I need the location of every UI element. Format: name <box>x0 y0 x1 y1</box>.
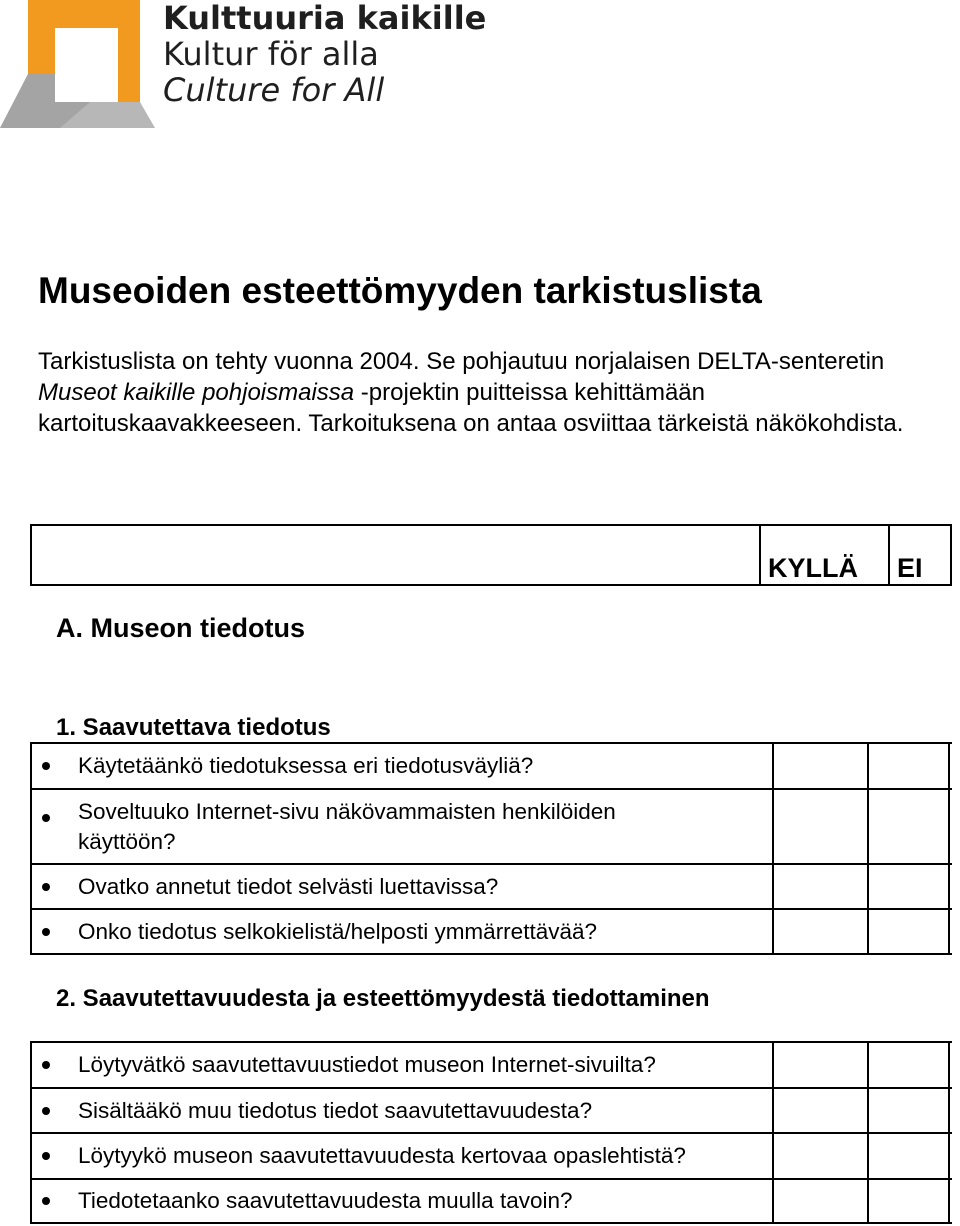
bullet-icon <box>42 1197 50 1205</box>
bullet-icon <box>42 1107 50 1115</box>
question-text <box>78 797 616 857</box>
bullet-icon <box>42 762 50 770</box>
question-text: Löytyvätkö saavutettavuustiedot museon Internet-sivuilta? <box>78 1052 656 1077</box>
question-cell <box>32 1043 772 1087</box>
question-text-line: Soveltuuko Internet-sivu näkövammaisten henkilöiden <box>78 798 616 824</box>
question-text: Sisältääkö muu tiedotus tiedot saavutettavuudesta? <box>78 1097 593 1123</box>
question-row <box>30 1180 952 1224</box>
yes-checkbox-cell[interactable] <box>772 744 867 788</box>
question-table-1 <box>30 742 952 955</box>
question-cell <box>32 744 772 788</box>
no-checkbox-cell[interactable] <box>867 910 950 953</box>
bullet-icon <box>42 883 50 891</box>
bullet-icon <box>42 814 50 822</box>
yes-column-header: KYLLÄ <box>768 553 858 583</box>
question-table-2 <box>30 1041 952 1224</box>
bullet-icon <box>42 1061 50 1069</box>
question-cell <box>32 1180 772 1222</box>
subsection-heading-1: 1. Saavutettava tiedotus <box>56 714 331 741</box>
question-text: Onko tiedotus selkokielistä/helposti ymmärrettävää? <box>78 918 597 944</box>
intro-line-2-rest: -projektin puitteissa kehittämään <box>354 379 705 406</box>
logo-text-english: Culture for All <box>163 71 385 109</box>
no-checkbox-cell[interactable] <box>867 1134 950 1178</box>
yes-checkbox-cell[interactable] <box>772 910 867 953</box>
intro-line-1: Tarkistuslista on tehty vuonna 2004. Se pohjautuu norjalaisen DELTA-senteretin <box>38 348 885 375</box>
logo-white-door <box>55 28 118 102</box>
question-text: Käytetäänkö tiedotuksessa eri tiedotusväyliä? <box>78 753 534 778</box>
no-checkbox-cell[interactable] <box>867 1043 950 1087</box>
question-row <box>30 1134 952 1180</box>
yes-checkbox-cell[interactable] <box>772 1089 867 1132</box>
column-divider <box>759 524 761 586</box>
question-text: Tiedotetaanko saavutettavuudesta muulla tavoin? <box>78 1188 573 1213</box>
question-cell <box>32 790 772 863</box>
logo-text-finnish: Kulttuuria kaikille <box>163 0 487 37</box>
no-checkbox-cell[interactable] <box>867 865 950 908</box>
yes-checkbox-cell[interactable] <box>772 1134 867 1178</box>
question-row <box>30 1089 952 1134</box>
question-row <box>30 744 952 790</box>
bullet-icon <box>42 1152 50 1160</box>
no-checkbox-cell[interactable] <box>867 1180 950 1222</box>
question-cell <box>32 910 772 953</box>
no-checkbox-cell[interactable] <box>867 1089 950 1132</box>
yes-checkbox-cell[interactable] <box>772 1043 867 1087</box>
question-row <box>30 865 952 910</box>
intro-line-3: kartoituskaavakkeeseen. Tarkoituksena on antaa osviittaa tärkeistä näkökohdista. <box>38 410 904 437</box>
yes-checkbox-cell[interactable] <box>772 865 867 908</box>
subsection-heading-2: 2. Saavutettavuudesta ja esteettömyydestä tiedottaminen <box>56 985 710 1012</box>
bullet-icon <box>42 928 50 936</box>
question-text-line: käyttöön? <box>78 828 176 854</box>
question-row <box>30 790 952 865</box>
intro-line-2 <box>38 379 705 406</box>
section-a-title: A. Museon tiedotus <box>56 613 305 643</box>
question-row <box>30 1043 952 1089</box>
question-row <box>30 910 952 955</box>
logo-text-swedish: Kultur för alla <box>163 35 379 73</box>
yes-checkbox-cell[interactable] <box>772 1180 867 1222</box>
document-title: Museoiden esteettömyyden tarkistuslista <box>38 270 762 311</box>
intro-paragraph <box>38 346 958 439</box>
question-text: Ovatko annetut tiedot selvästi luettavissa? <box>78 873 499 899</box>
logo-orange-top <box>28 0 140 28</box>
no-checkbox-cell[interactable] <box>867 744 950 788</box>
culture-for-all-logo <box>0 0 160 130</box>
column-divider <box>888 524 890 586</box>
question-text: Löytyykö museon saavutettavuudesta kertovaa opaslehtistä? <box>78 1143 686 1168</box>
question-cell <box>32 1134 772 1178</box>
question-cell <box>32 865 772 908</box>
yes-checkbox-cell[interactable] <box>772 790 867 863</box>
question-cell <box>32 1089 772 1132</box>
no-checkbox-cell[interactable] <box>867 790 950 863</box>
intro-project-name: Museot kaikille pohjoismaissa <box>38 379 355 406</box>
no-column-header: EI <box>897 553 923 583</box>
